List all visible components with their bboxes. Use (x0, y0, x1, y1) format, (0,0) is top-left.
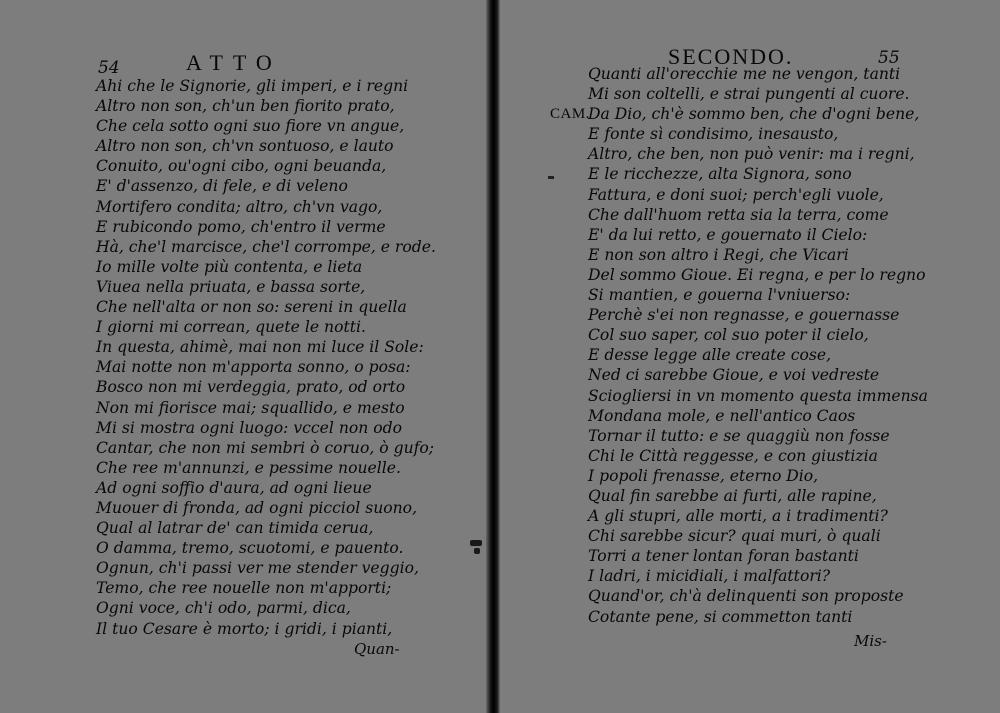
verse-line: Tornar il tutto: e se quaggiù non fosse (588, 426, 890, 445)
verse-line: Io mille volte più contenta, e lieta (96, 257, 363, 276)
verse-line: Qual fin sarebbe ai furti, alle rapine, (588, 486, 877, 505)
verse-line: Che ree m'annunzi, e pessime nouelle. (96, 458, 401, 477)
verse-line: Non mi fiorisce mai; squallido, e mesto (96, 398, 405, 417)
verse-line: Qual al latrar de' can timida cerua, (96, 519, 374, 538)
verse-line: Altro non son, ch'un ben fiorito prato, (96, 97, 395, 116)
verse-line: Quand'or, ch'à delinquenti son proposte (588, 587, 904, 606)
verse-line: Mi si mostra ogni luogo: vccel non odo (96, 418, 403, 437)
verse-line: Da Dio, ch'è sommo ben, che d'ogni bene, (588, 105, 920, 124)
verse-line: E' d'assenzo, di fele, e di veleno (96, 177, 348, 196)
left-page (0, 0, 486, 713)
running-head: ATTO (186, 50, 282, 75)
verse-line: I giorni mi correan, quete le notti. (96, 318, 366, 337)
verse-line: E fonte sì condisimo, inesausto, (588, 125, 839, 144)
verse-line: E' da lui retto, e gouernato il Cielo: (588, 225, 868, 244)
verse-line: Altro non son, ch'vn sontuoso, e lauto (96, 137, 394, 156)
verse-line: Chi le Città reggesse, e con giustizia (588, 446, 878, 465)
verse-line: Perchè s'ei non regnasse, e gouernasse (588, 306, 900, 325)
verse-line: In questa, ahimè, mai non mi luce il Sole: (96, 338, 424, 357)
verse-line: Ognun, ch'i passi ver me stender veggio, (96, 559, 419, 578)
running-head: SECONDO. (668, 44, 794, 69)
margin-mark (548, 176, 554, 179)
verse-line: Temo, che ree nouelle non m'apporti; (96, 579, 392, 598)
catchword: Mis- (854, 632, 887, 650)
verse-lines (96, 76, 436, 639)
verse-line: Ogni voce, ch'i odo, parmi, dica, (96, 599, 351, 618)
verse-line: E le ricchezze, alta Signora, sono (588, 165, 852, 184)
right-page (500, 0, 1000, 713)
verse-line: Ad ogni soffio d'aura, ad ogni lieue (96, 478, 372, 497)
verse-line: Col suo saper, col suo poter il cielo, (588, 326, 869, 345)
verse-line: O damma, tremo, scuotomi, e pauento. (96, 539, 404, 558)
verse-line: Viuea nella priuata, e bassa sorte, (96, 277, 366, 296)
verse-line: Che cela sotto ogni suo fiore vn angue, (96, 117, 405, 136)
book-gutter (486, 0, 500, 713)
verse-line: Del sommo Gioue. Ei regna, e per lo regno (588, 265, 926, 284)
verse-line: Altro, che ben, non può venir: ma i regni, (588, 145, 915, 164)
verse-line: E rubicondo pomo, ch'entro il verme (96, 217, 386, 236)
verse-line: Fattura, e doni suoi; perch'egli vuole, (588, 185, 884, 204)
verse-line: Cantar, che non mi sembri ò coruo, ò gufo; (96, 438, 435, 457)
verse-line: Muouer di fronda, ad ogni picciol suono, (96, 498, 418, 517)
verse-line: I ladri, i micidiali, i malfattori? (588, 567, 831, 586)
page-number: 55 (878, 48, 900, 68)
verse-line: Ned ci sarebbe Gioue, e voi vedreste (588, 366, 880, 385)
verse-line: Hà, che'l marcisce, che'l corrompe, e rode. (96, 237, 436, 256)
verse-line: Sciogliersi in vn momento questa immensa (588, 386, 928, 405)
verse-line: Ahi che le Signorie, gli imperi, e i regni (96, 77, 409, 95)
verse-line: E non son altro i Regi, che Vicari (588, 245, 849, 264)
verse-line: E desse legge alle create cose, (588, 346, 832, 365)
verse-line: Mortifero condita; altro, ch'vn vago, (96, 197, 383, 216)
verse-line: Mondana mole, e nell'antico Caos (588, 406, 856, 425)
verse-line: Conuito, ou'ogni cibo, ogni beuanda, (96, 157, 387, 176)
verse-line: Chi sarebbe sicur? quai muri, ò quali (588, 527, 881, 546)
verse-line: A gli stupri, alle morti, a i tradimenti? (588, 507, 888, 526)
verse-line: Bosco non mi verdeggia, prato, od orto (96, 378, 406, 397)
verse-line: I popoli frenasse, eterno Dio, (588, 466, 819, 485)
verse-line: Che dall'huom retta sia la terra, come (588, 205, 889, 224)
verse-line: Torri a tener lontan foran bastanti (588, 547, 859, 566)
verse-line: Cotante pene, si commetton tanti (588, 607, 853, 626)
page-number: 54 (98, 58, 120, 78)
verse-line: Che nell'alta or non so: sereni in quella (96, 298, 407, 317)
verse-line: Mi son coltelli, e strai pungenti al cuore. (588, 85, 910, 104)
verse-line: Si mantien, e gouerna l'vniuerso: (588, 286, 851, 305)
verse-line: Mai notte non m'apporta sonno, o posa: (96, 358, 411, 377)
catchword: Quan- (354, 640, 400, 658)
verse-line: Quanti all'orecchie me ne vengon, tanti (588, 65, 901, 83)
verse-line: Il tuo Cesare è morto; i gridi, i pianti, (96, 619, 393, 638)
speaker-label: CAM. (550, 106, 590, 122)
verse-lines (588, 64, 928, 627)
